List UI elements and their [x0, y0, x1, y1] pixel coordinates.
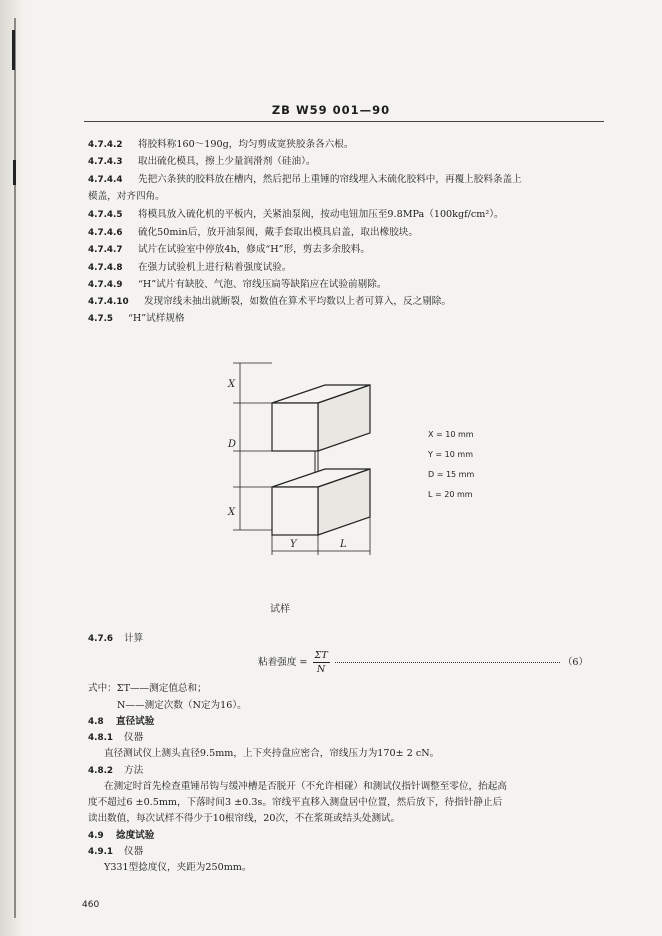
label-x: X	[228, 379, 236, 390]
section-4-7-4-4: 4.7.4.4 先把六条狭的胶料放在槽内，然后把吊上重锤的帘线埋入未硫化胶料中，再覆上胶料条盖上	[88, 174, 522, 185]
where-line-2: N——测定次数（N定为16）。	[117, 700, 247, 711]
section-4-7-4-9: 4.7.4.9 “H”试片有缺胶、气泡、帘线压扁等缺陷应在试验前剔除。	[88, 279, 387, 290]
section-4-9-1: 4.9.1 仪器	[88, 846, 144, 857]
header-rule	[84, 121, 604, 122]
section-4-8-2-p1: 在测定时首先检查重锤吊钩与缓冲槽是否脱开（不允许相碰）和测试仪指针调整至零位，抬起高	[104, 781, 507, 792]
section-4-7-4-3: 4.7.4.3 取出硫化模具，擦上少量润滑剂（硅油）。	[88, 156, 316, 167]
formula-numerator: ΣT	[314, 650, 328, 661]
section-4-8-2: 4.8.2 方法	[88, 765, 144, 776]
section-4-7-4-10: 4.7.4.10 发现帘线未抽出就断裂，如数值在算术平均数以上者可算入，反之剔除。	[88, 296, 451, 307]
spec-l: L = 20 mm	[428, 490, 473, 499]
section-4-7-4-6: 4.7.4.6 硫化50min后，放开油泵阀，戴手套取出模具启盖，取出橡胶块。	[88, 227, 418, 238]
section-4-8: 4.8 直径试验	[88, 716, 155, 727]
label-d: D	[228, 439, 237, 450]
section-4-7-4-8: 4.7.4.8 在强力试验机上进行粘着强度试验。	[88, 262, 292, 273]
section-4-8-1: 4.8.1 仪器	[88, 732, 144, 743]
section-4-7-4-2: 4.7.4.2 将胶料称160～190g，均匀剪成宽狭胶条各六根。	[88, 139, 354, 150]
page-header: ZB W59 001—90	[271, 103, 391, 117]
binding-line	[14, 18, 16, 918]
spec-y: Y = 10 mm	[428, 450, 473, 459]
formula-leader	[335, 662, 560, 663]
section-4-7-4-7: 4.7.4.7 试片在试验室中停放4h，修成“H”形，剪去多余胶料。	[88, 244, 370, 255]
section-4-8-2-p3: 读出数值，每次试样不得少于10根帘线，20次，不在浆斑或结头处测试。	[88, 813, 401, 824]
section-4-7-4-4-cont: 模盖，对齐四角。	[88, 191, 165, 202]
section-4-7-4-5: 4.7.4.5 将模具放入硫化机的平板内，关紧油泵阀，按动电钮加压至9.8MPa（100kgf/cm²）。	[88, 209, 504, 220]
h-specimen-figure	[200, 355, 500, 585]
formula	[258, 648, 588, 678]
section-4-7-5: 4.7.5 “H”试样规格	[88, 313, 185, 324]
label-x: X	[228, 507, 236, 518]
binding-mark	[12, 30, 15, 70]
spec-d: D = 15 mm	[428, 470, 475, 479]
section-4-9-1-text: Y331型捻度仪，夹距为250mm。	[104, 862, 252, 873]
formula-fraction	[313, 649, 330, 676]
spec-x: X = 10 mm	[428, 430, 474, 439]
upper-block-front	[272, 403, 318, 451]
label-l: L	[340, 539, 347, 550]
label-y: Y	[290, 539, 297, 550]
formula-denominator: N	[316, 664, 326, 675]
formula-lhs: 粘着强度 =	[258, 657, 308, 668]
page-number: 460	[82, 900, 100, 910]
where-line-1: 式中：ΣT——测定值总和；	[88, 683, 207, 694]
formula-eq-number: （6）	[562, 657, 589, 668]
binding-shadow	[0, 0, 26, 936]
figure-caption: 试样	[270, 604, 290, 615]
lower-block-front	[272, 487, 318, 535]
section-4-8-1-text: 直径测试仪上测头直径9.5mm，上下夹持盘应密合，帘线压力为170± 2 cN。	[104, 748, 440, 759]
binding-mark	[13, 160, 16, 185]
section-4-7-6: 4.7.6 计算	[88, 633, 144, 644]
section-4-9: 4.9 捻度试验	[88, 830, 155, 841]
section-4-8-2-p2: 度不超过6 ±0.5mm，下落时间3 ±0.3s。帘线平直移入测盘居中位置，然后放下，待指针静止后	[88, 797, 503, 808]
